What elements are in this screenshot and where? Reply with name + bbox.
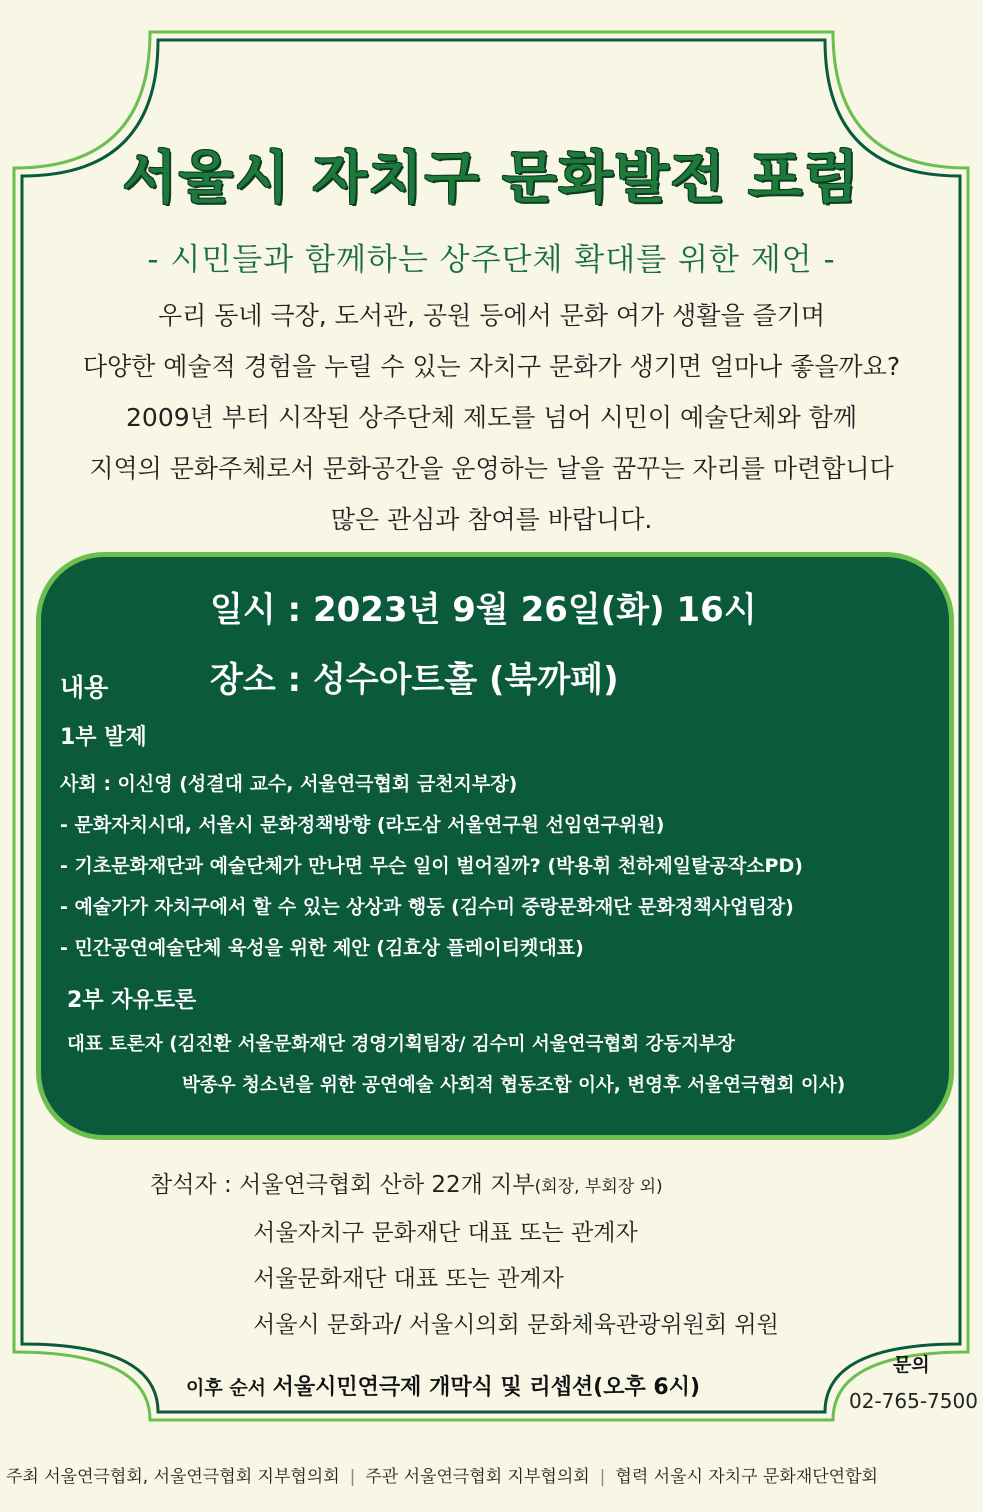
event-venue: 장소 : 성수아트홀 (북까페) [210, 660, 619, 700]
attendees-title: 참석자 : 서울연극협회 산하 22개 지부 [150, 1172, 535, 1198]
part2-panelists: 대표 토론자 (김진환 서울문화재단 경영기획팀장/ 김수미 서울연극협회 강동지부장 [67, 1034, 735, 1055]
part2-title: 2부 자유토론 [67, 988, 197, 1013]
attendee-item: 서울문화재단 대표 또는 관계자 [253, 1266, 564, 1292]
part1-item: - 민간공연예술단체 육성을 위한 제안 (김효상 플레이티켓대표) [60, 937, 584, 959]
page-title: 서울시 자치구 문화발전 포럼 [122, 146, 861, 211]
attendees-label [150, 1166, 663, 1199]
subtitle: - 시민들과 함께하는 상주단체 확대를 위한 제언 - [147, 242, 836, 278]
intro-line: 다양한 예술적 경험을 누릴 수 있는 자치구 문화가 생기면 얼마나 좋을까요? [82, 352, 901, 381]
inquiry-label: 문의 [893, 1354, 930, 1376]
after-schedule [186, 1370, 700, 1401]
footer-separator: | [599, 1467, 606, 1487]
footer-cooperation: 협력 서울시 자치구 문화재단연합회 [615, 1467, 878, 1487]
part2-panelists-cont: 박종우 청소년을 위한 공연예술 사회적 협동조합 이사, 변영후 서울연극협회 이사) [182, 1075, 846, 1096]
part1-list [60, 764, 803, 969]
attendee-item: 서울자치구 문화재단 대표 또는 관계자 [253, 1220, 638, 1246]
attendees-note: (회장, 부회장 외) [534, 1177, 663, 1197]
inquiry-phone: 02-765-7500 [849, 1389, 978, 1413]
content-label: 내용 [60, 673, 109, 702]
after-main: 서울시민연극제 개막식 및 리셉션(오후 6시) [272, 1375, 700, 1400]
part1-item: - 예술가가 자치구에서 할 수 있는 상상과 행동 (김수미 중랑문화재단 문화정책사업팀장) [60, 896, 794, 918]
intro-line: 2009년 부터 시작된 상주단체 제도를 넘어 시민이 예술단체와 함께 [126, 403, 857, 432]
part1-item: - 기초문화재단과 예술단체가 만나면 무슨 일이 벌어질까? (박용휘 천하제일탈공작소PD) [60, 855, 803, 877]
event-date: 일시 : 2023년 9월 26일(화) 16시 [210, 590, 757, 630]
after-prefix: 이후 순서 [186, 1377, 273, 1399]
intro-line: 지역의 문화주체로서 문화공간을 운영하는 날을 꿈꾸는 자리를 마련합니다 [89, 454, 894, 483]
intro-text [0, 290, 983, 545]
footer-organizer: 주관 서울연극협회 지부협의회 [365, 1467, 590, 1487]
intro-line: 많은 관심과 참여를 바랍니다. [330, 505, 653, 534]
footer-separator: | [349, 1467, 356, 1487]
part1-moderator: 사회 : 이신영 (성결대 교수, 서울연극협회 금천지부장) [60, 773, 518, 795]
attendee-item: 서울시 문화과/ 서울시의회 문화체육관광위원회 위원 [253, 1312, 779, 1338]
part1-item: - 문화자치시대, 서울시 문화정책방향 (라도삼 서울연구원 선임연구위원) [60, 814, 665, 836]
footer-host: 주최 서울연극협회, 서울연극협회 지부협의회 [6, 1467, 340, 1487]
intro-line: 우리 동네 극장, 도서관, 공원 등에서 문화 여가 생활을 즐기며 [157, 301, 826, 330]
part1-title: 1부 발제 [60, 725, 147, 750]
attendees-list [253, 1210, 779, 1348]
footer-credits [6, 1462, 878, 1487]
